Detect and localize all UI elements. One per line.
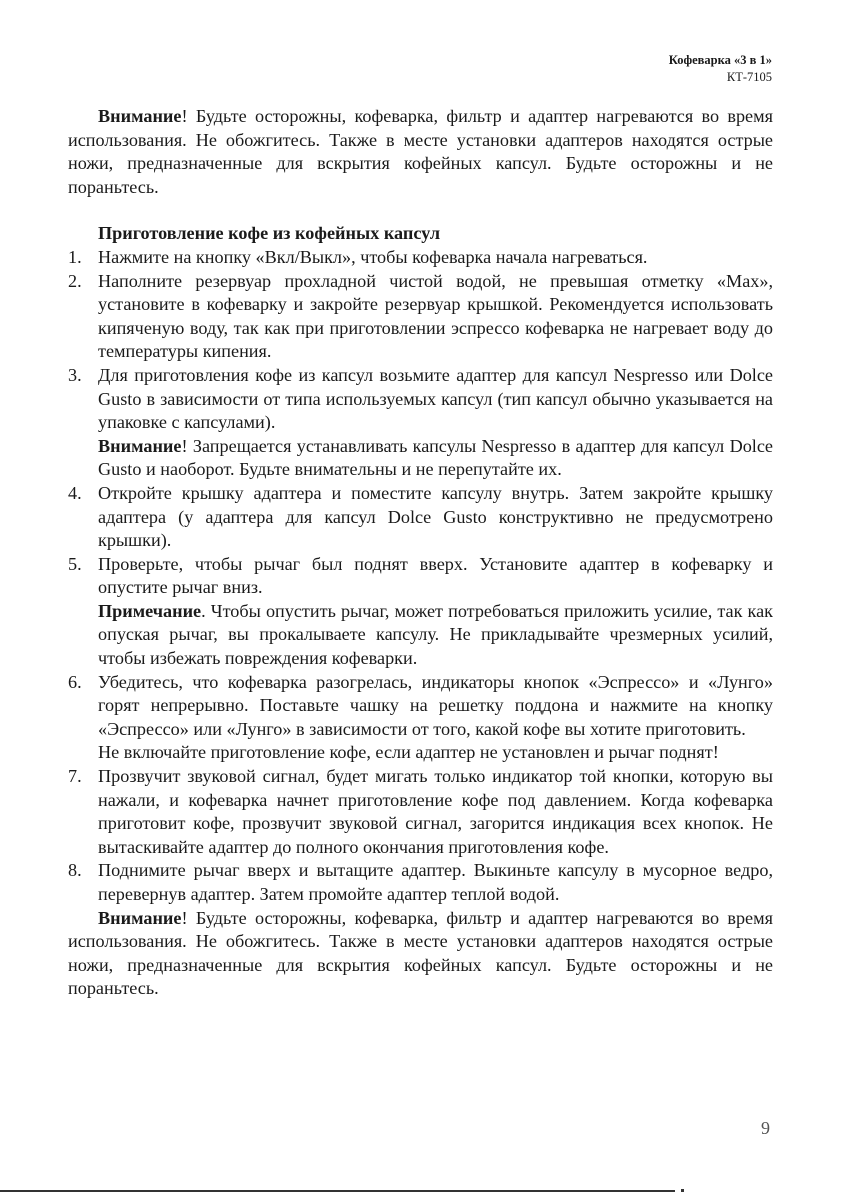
page-header xyxy=(669,52,772,86)
page-number: 9 xyxy=(761,1118,770,1138)
warning-label: Внимание xyxy=(98,106,182,126)
step-item xyxy=(68,246,773,270)
warning-text: ! Будьте осторожны, кофеварка, фильтр и адаптер нагреваются во время использования. Не обожгитесь. Также в месте установки адаптеров находятся острые ножи, предназначенные для вскрытия кофейных капсул. Будьте осторожны и не пораньтесь. xyxy=(68,106,773,197)
step-number: 4. xyxy=(68,482,82,503)
step-item xyxy=(68,671,773,765)
step-number: 3. xyxy=(68,364,82,385)
section-heading: Приготовление кофе из кофейных капсул xyxy=(98,223,441,244)
step-text: Убедитесь, что кофеварка разогрелась, индикаторы кнопок «Эспрессо» и «Лунго» горят непрерывно. Поставьте чашку на решетку поддона и нажмите на кнопку «Эспрессо» или «Лунго» в зависимости от того, какой кофе вы хотите приготовить. xyxy=(98,671,773,739)
step-number: 5. xyxy=(68,553,82,574)
step-item xyxy=(68,270,773,364)
step-number: 6. xyxy=(68,671,82,692)
step-caution: Не включайте приготовление кофе, если адаптер не установлен и рычаг поднят! xyxy=(98,742,719,763)
steps-list xyxy=(68,246,773,907)
step-text: Откройте крышку адаптера и поместите капсулу внутрь. Затем закройте крышку адаптера (у адаптера для капсул Dolce Gusto конструктивно не предусмотрено крышки). xyxy=(98,482,773,551)
step-text: Прозвучит звуковой сигнал, будет мигать только индикатор той кнопки, которую вы нажали, и кофеварка начнет приготовление кофе под давлением. Когда кофеварка приготовит кофе, прозвучит звуковой сигнал, загорится индикация всех кнопок. Не вытаскивайте адаптер до полного окончания приготовления кофе. xyxy=(98,766,773,857)
bottom-mark xyxy=(681,1189,684,1192)
step-number: 2. xyxy=(68,270,82,291)
step-note xyxy=(98,600,773,671)
bottom-rule xyxy=(0,1190,675,1192)
header-model: КТ-7105 xyxy=(726,70,772,84)
step-warning xyxy=(98,435,773,482)
step-text: Нажмите на кнопку «Вкл/Выкл», чтобы кофеварка начала нагреваться. xyxy=(98,246,648,267)
step-note-label: Примечание xyxy=(98,600,202,621)
step-text: Для приготовления кофе из капсул возьмите адаптер для капсул Nespresso или Dolce Gusto в зависимости от типа используемых капсул (тип капсул обычно указывается на упаковке с капсулами). xyxy=(98,364,773,433)
step-item xyxy=(68,553,773,671)
step-note-text: . Чтобы опустить рычаг, может потребоваться приложить усилие, так как опуская рычаг, вы прокалываете капсулу. Не прикладывайте чрезмерных усилий, чтобы избежать повреждения кофеварки. xyxy=(98,600,773,669)
warning-text: ! Будьте осторожны, кофеварка, фильтр и адаптер нагреваются во время использования. Не обожгитесь. Также в месте установки адаптеров находятся острые ножи, предназначенные для вскрытия кофейных капсул. Будьте осторожны и не пораньтесь. xyxy=(68,907,773,999)
step-text: Поднимите рычаг вверх и вытащите адаптер. Выкиньте капсулу в мусорное ведро, перевернув адаптер. Затем промойте адаптер теплой водой. xyxy=(98,860,773,904)
page-content xyxy=(68,105,773,1001)
step-number: 7. xyxy=(68,766,82,787)
step-item xyxy=(68,482,773,553)
header-title: Кофеварка «3 в 1» xyxy=(668,53,772,67)
warning-label: Внимание xyxy=(98,907,182,928)
step-number: 8. xyxy=(68,860,82,881)
step-warning-label: Внимание xyxy=(98,435,182,456)
step-warning-text: ! Запрещается устанавливать капсулы Nespresso в адаптер для капсул Dolce Gusto и наоборот. Будьте внимательны и не перепутайте их. xyxy=(98,435,773,480)
step-number: 1. xyxy=(68,246,82,267)
step-text: Проверьте, чтобы рычаг был поднят вверх. Установите адаптер в кофеварку и опустите рычаг вниз. xyxy=(98,553,773,598)
step-item xyxy=(68,859,773,906)
step-text: Наполните резервуар прохладной чистой водой, не превышая отметку «Max», установите в кофеварку и закройте резервуар крышкой. Рекомендуется использовать кипяченую воду, так как при приготовлении эспрессо кофеварка не нагревает воду до температуры кипения. xyxy=(98,270,773,362)
step-item xyxy=(68,765,773,859)
warning-paragraph-top xyxy=(68,105,773,199)
warning-paragraph-bottom xyxy=(68,907,773,1001)
step-item xyxy=(68,364,773,482)
